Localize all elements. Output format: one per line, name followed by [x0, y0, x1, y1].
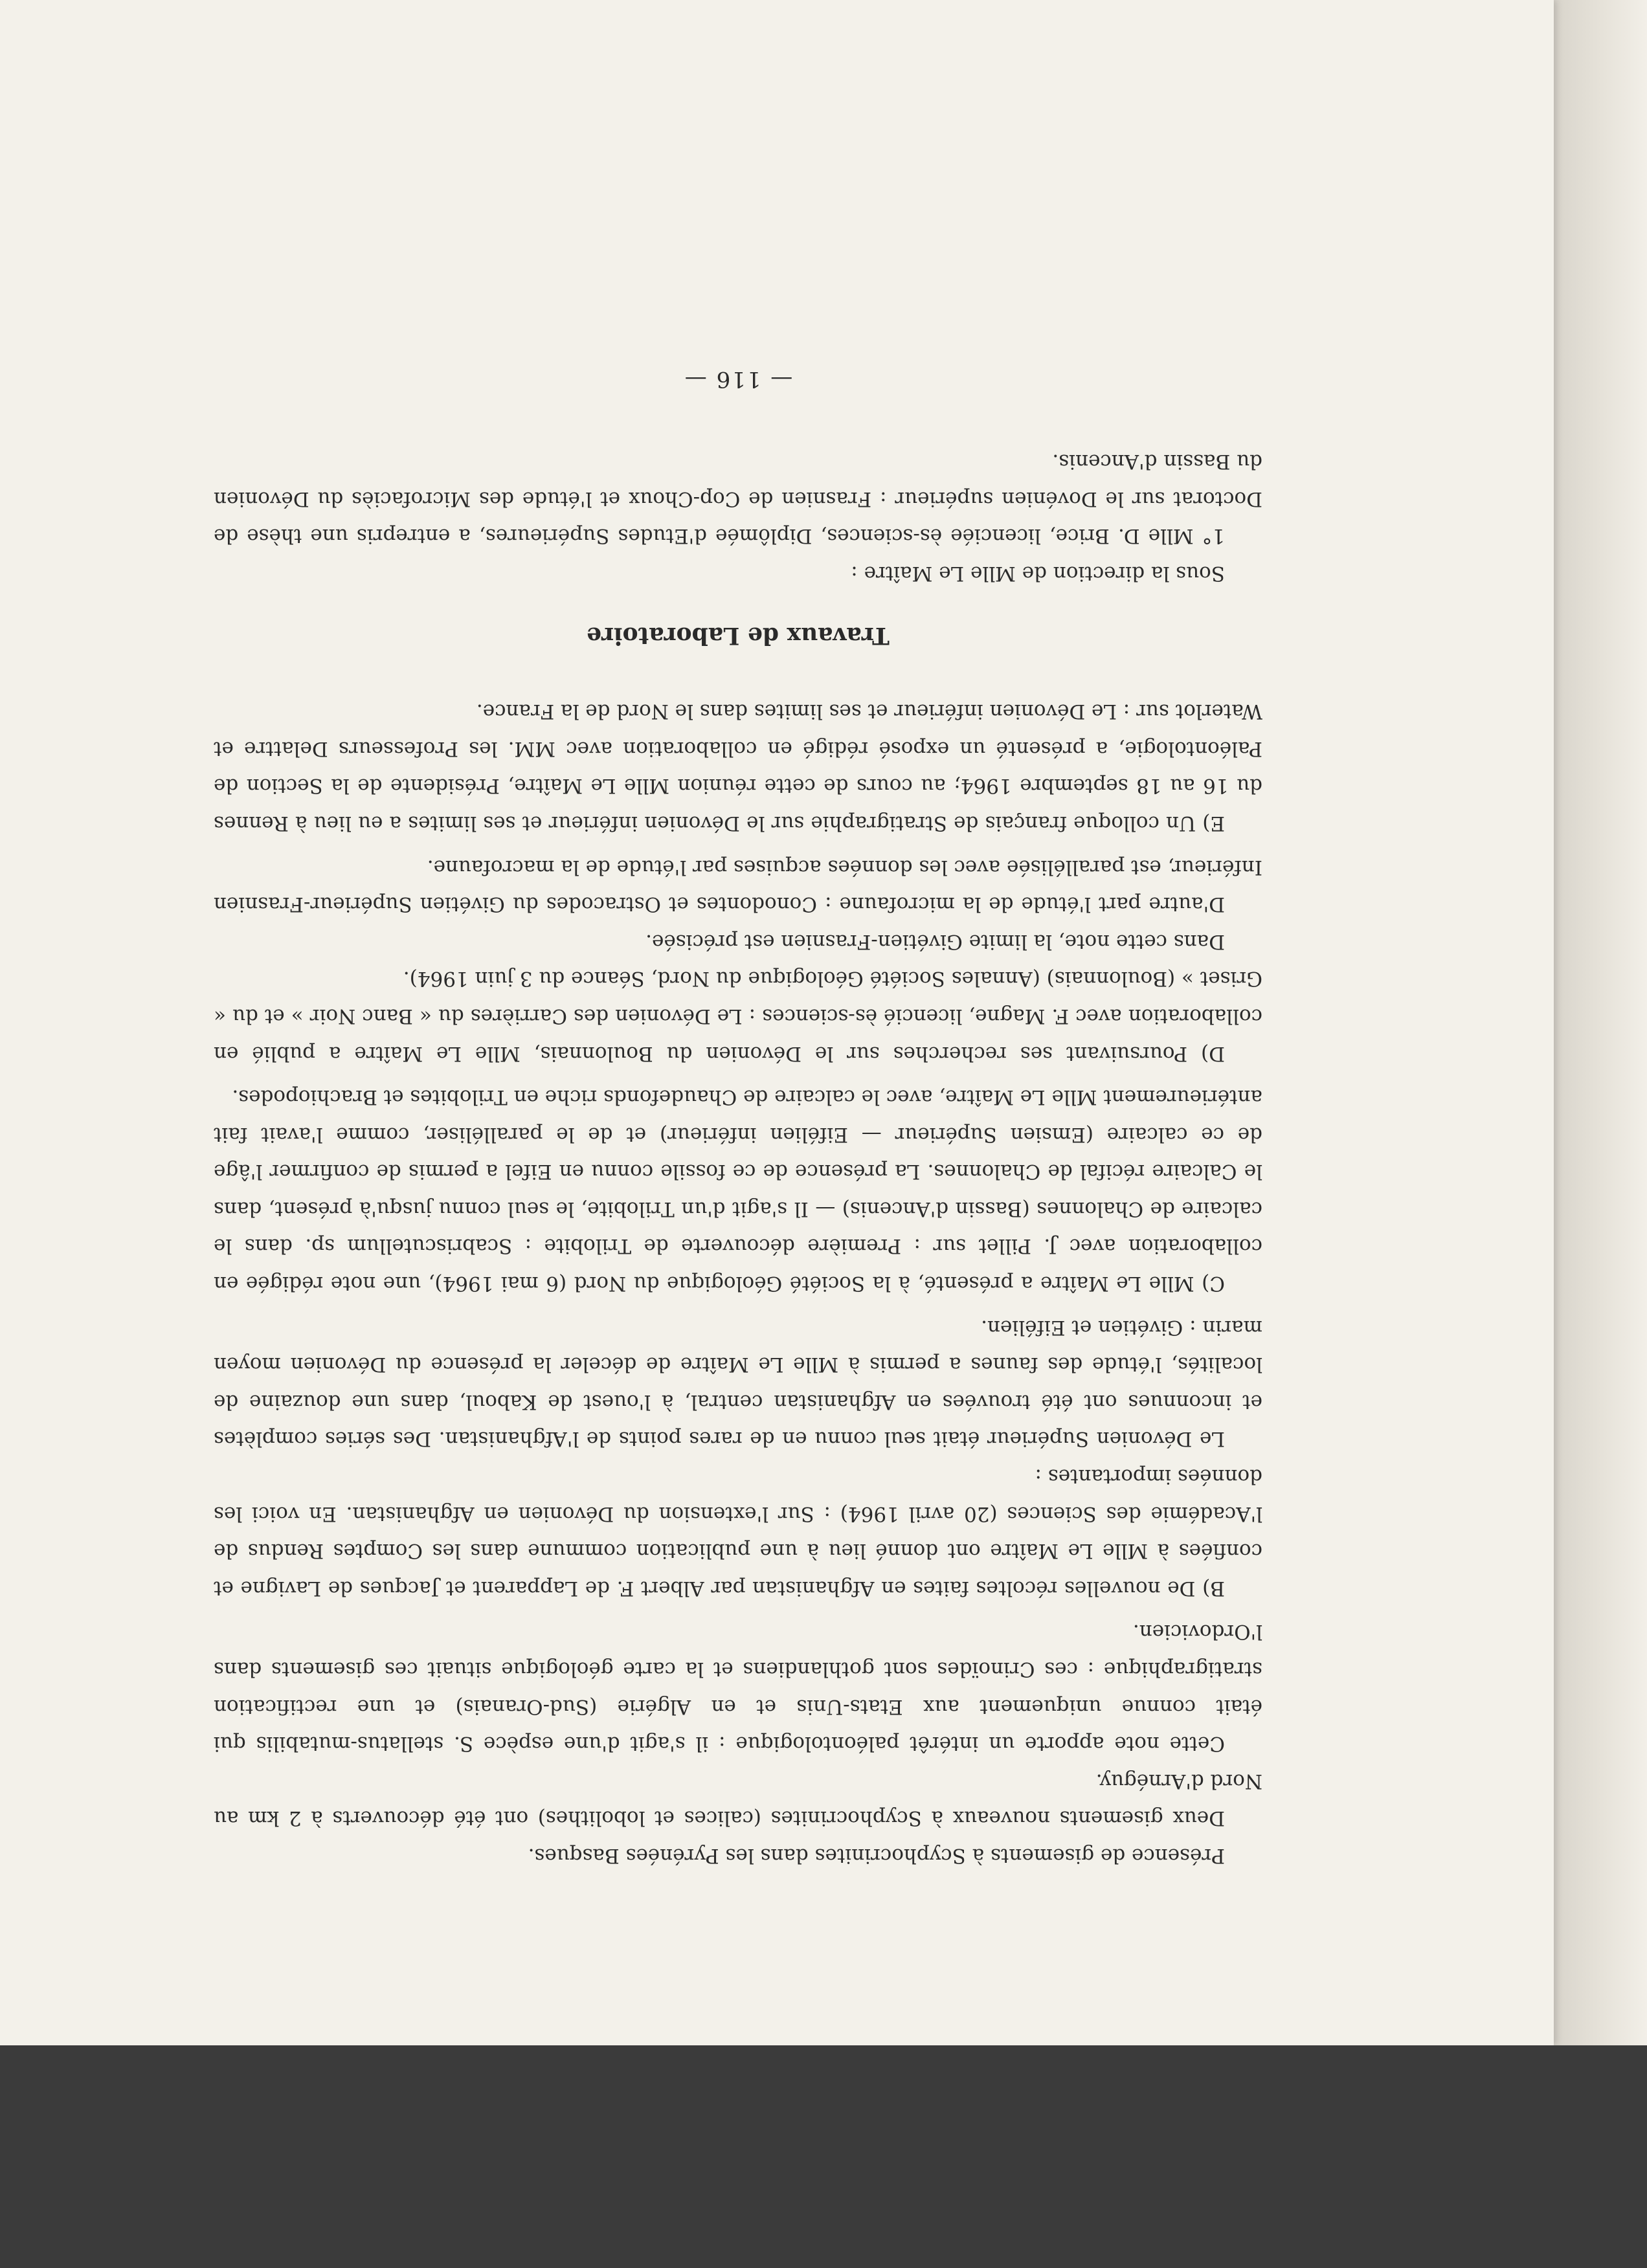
- paragraph: B) De nouvelles récoltes faites en Afghanistan par Albert F. de Lapparent et Jacques de Lavigne et confiées à Mlle Le Maître ont donné lieu à une publication commune dans les Comptes Rendus de l'Académie des Sciences (20 avril 1964) : Sur l'extension du Dévonien en Afghanistan. En voici les données importantes :: [214, 1465, 1262, 1600]
- page-number: — 116 —: [683, 366, 793, 392]
- scanner-background: [0, 2045, 1647, 2268]
- paragraph: 1° Mlle D. Brice, licenciée ès-sciences, Diplômée d'Etudes Supérieures, a entrepris une thèse de Doctorat sur le Dovénien supérieur : Frasnien de Cop-Choux et l'étude des Microfaciès du Dévonien du Bassin d'Ancenis.: [214, 450, 1262, 548]
- paragraph: Dans cette note, la limite Givétien-Frasnien est précisée.: [645, 929, 1225, 953]
- paragraph: D'autre part l'étude de la microfaune : Conodontes et Ostracodes du Givétien Supérieur-Frasnien Inférieur, est parallélisée avec les données acquises par l'étude de la macrofaune.: [214, 855, 1262, 917]
- paragraph: C) Mlle Le Maître a présenté, à la Société Géologique du Nord (6 mai 1964), une note rédigée en collaboration avec J. Pillet sur : Première découverte de Trilobite : Scabriscutellum sp. dans le calcaire de Chalonnes (Bassin d'Ancenis) — Il s'agit d'un Trilobite, le seul connu jusqu'à présent, dans le Calcaire récifal de Chalonnes. La présence de ce fossile connu en Eifel a permis de confirmer l'âge de ce calcaire (Emsien Supérieur — Eifélien inférieur) et de le paralléliser, comme l'avait fait antérieurement Mlle Le Maître, avec le calcaire de Chaudefonds riche en Trilobites et Brachiopodes.: [214, 1085, 1262, 1296]
- paragraph-heading-scyphocrinites: Présence de gisements à Scyphocrinites dans les Pyrénées Basques.: [528, 1844, 1225, 1867]
- paragraph: Sous la direction de Mlle Le Maître :: [851, 562, 1225, 585]
- paragraph: Le Dévonien Supérieur était seul connu en de rares points de l'Afghanistan. Des séries complètes et inconnues ont été trouvées en Afghanistan central, à l'ouest de Kaboul, dans une douzaine de localités, l'étude des faunes a permis à Mlle Le Maître de déceler la présence du Dévonien moyen marin : Givétien et Eifélien.: [214, 1315, 1262, 1451]
- paragraph: Deux gisements nouveaux à Scyphocrinites (calices et lobolithes) ont été découverts à 2 km au Nord d'Arnéguy.: [214, 1769, 1262, 1830]
- section-title: Travaux de Laboratoire: [587, 621, 890, 649]
- paragraph: Cette note apporte un intérêt paléontologique : il s'agit d'une espèce S. stellatus-mutabilis qui était connue uniquement aux Etats-Unis et en Algérie (Sud-Oranais) et une rectification stratigraphique : ces Crinoïdes sont gothlandiens et la carte géologique situait ces gisements dans l'Ordovicien.: [214, 1620, 1262, 1756]
- paragraph: E) Un colloque français de Stratigraphie sur le Dévonien inférieur et ses limites a eu lieu à Rennes du 16 au 18 septembre 1964; au cours de cette réunion Mlle Le Maître, Présidente de la Section de Paléontologie, a présenté un exposé rédigé en collaboration avec MM. les Professeurs Delattre et Waterlot sur : Le Dévonien inférieur et ses limites dans le Nord de la France.: [214, 700, 1262, 835]
- text-block: [214, 223, 1262, 1874]
- paragraph: D) Poursuivant ses recherches sur le Dévonien du Boulonnais, Mlle Le Maître a publié en collaboration avec F. Magne, licencié ès-sciences : Le Dévonien des Carrières du « Banc Noir » et du « Griset » (Boulonnais) (Annales Société Géologique du Nord, Séance du 3 juin 1964).: [214, 967, 1262, 1065]
